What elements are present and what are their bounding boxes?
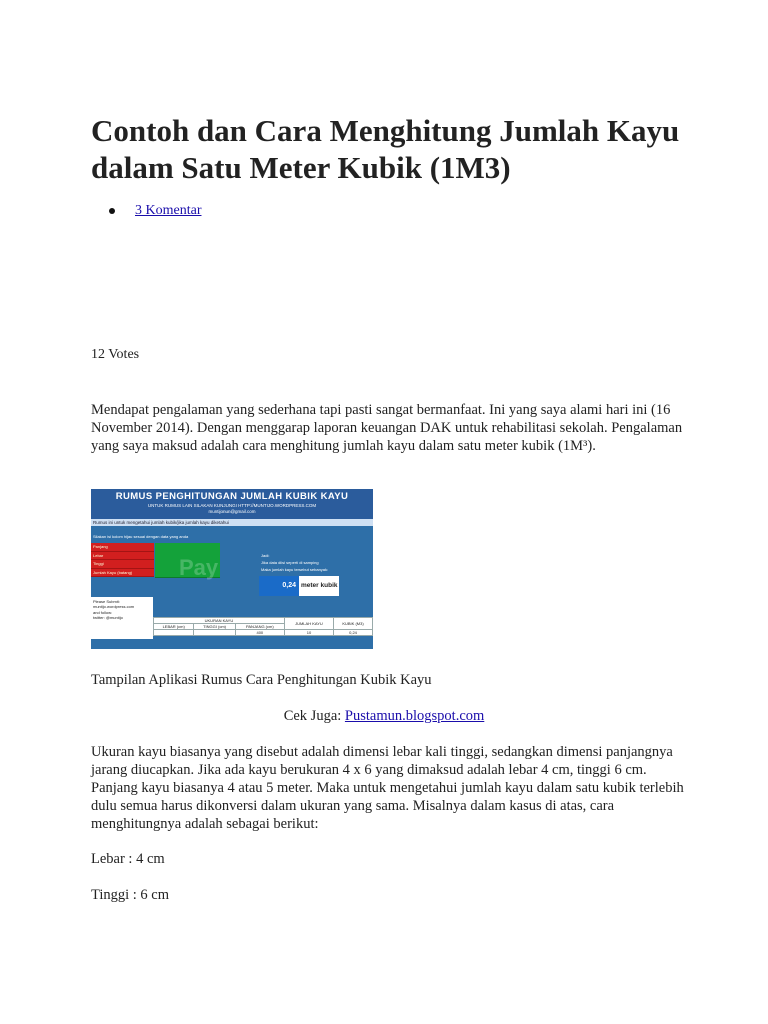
sheet-table <box>153 617 373 636</box>
intro-paragraph: Mendapat pengalaman yang sederhana tapi pasti sangat bermanfaat. Ini yang saya alami hari ini (16 November 2014). Dengan menggarap laporan keuangan DAK untuk rehabilitasi sekolah. Pengalaman yang saya maksud adalah cara menghitung jumlah kayu dalam satu meter kubik (1M³). <box>91 402 683 454</box>
contact-line: twitter: @muntijo <box>93 614 123 620</box>
cek-juga-link[interactable]: Pustamun.blogspot.com <box>344 708 485 724</box>
input-label: Tinggi <box>91 560 154 569</box>
input-label: Lebar <box>91 552 154 561</box>
table-cell: 0,24 <box>334 630 373 636</box>
table-header: JUMLAH KAYU <box>284 618 333 630</box>
sheet-contact <box>91 597 153 639</box>
bullet-dot-icon <box>109 208 115 214</box>
table-header: PANJANG (cm) <box>235 624 284 630</box>
result-box <box>259 576 339 596</box>
table-row <box>154 630 373 636</box>
cek-juga <box>0 708 768 725</box>
table-cell: 10 <box>284 630 333 636</box>
table-group-header: UKURAN KAYU <box>154 618 285 624</box>
contact-line: Please Submit: <box>93 599 120 604</box>
comments-link[interactable]: 3 Komentar <box>135 203 202 218</box>
input-label: Jumlah Kayu (batang) <box>91 569 154 578</box>
result-value: 0,24 <box>259 576 299 596</box>
sheet-header <box>91 489 373 519</box>
contact-line: and follow: <box>93 609 113 615</box>
input-label: Panjang <box>91 543 154 552</box>
result-label: Maka jumlah kayu tersebut sebanyak: <box>261 567 329 572</box>
lebar-line: Lebar : 4 cm <box>91 851 165 867</box>
result-label: Jadi: <box>261 553 270 558</box>
votes-count: 12 Votes <box>91 347 140 362</box>
sheet-title: RUMUS PENGHITUNGAN JUMLAH KUBIK KAYU <box>115 491 349 502</box>
table-header: LEBAR (cm) <box>154 624 194 630</box>
table-cell <box>194 630 235 636</box>
table-cell <box>154 630 194 636</box>
result-label: Jika data diisi seperti di samping <box>261 560 319 565</box>
sheet-email: muntijonun@gmail.com <box>208 509 256 514</box>
sheet-info-bar: Rumus ini untuk mengetahui jumlah kubik/jika jumlah kayu diketahui <box>91 519 373 526</box>
table-header: KUBIK (M3) <box>334 618 373 630</box>
body-paragraph: Ukuran kayu biasanya yang disebut adalah dimensi lebar kali tinggi, sedangkan dimensi panjangnya jarang diucapkan. Jika ada kayu berukuran 4 x 6 yang dimaksud adalah lebar 4 cm, tinggi 6 cm. Panjang kayu biasanya 4 atau 5 meter. Maka untuk mengetahui jumlah kayu dalam satu kubik terlebih dulu semua harus dikonversi dalam ukuran yang sama. Misalnya dalam kasus di atas, cara menghitungnya adalah sebagai berikut: <box>91 744 684 832</box>
cek-juga-label: Cek Juga: <box>283 708 345 724</box>
image-caption: Tampilan Aplikasi Rumus Cara Penghitungan Kubik Kayu <box>91 672 432 688</box>
sheet-note: Silakan isi kolom hijau sesuai dengan data yang anda <box>93 534 189 539</box>
table-header: TINGGI (cm) <box>194 624 235 630</box>
sheet-watermark: Pay <box>179 555 219 580</box>
tinggi-line: Tinggi : 6 cm <box>91 887 170 903</box>
table-cell: 400 <box>235 630 284 636</box>
article-title: Contoh dan Cara Menghitung Jumlah Kayu dalam Satu Meter Kubik (1M3) <box>91 113 680 185</box>
sheet-subtitle: UNTUK RUMUS LAIN SILAKAN KUNJUNGI HTTP://MUNTIJO.WORDPRESS.COM <box>147 503 317 508</box>
result-unit: meter kubik <box>301 582 338 589</box>
spreadsheet-image <box>91 489 373 649</box>
contact-line: muntijo.wordpress.com <box>93 604 135 610</box>
